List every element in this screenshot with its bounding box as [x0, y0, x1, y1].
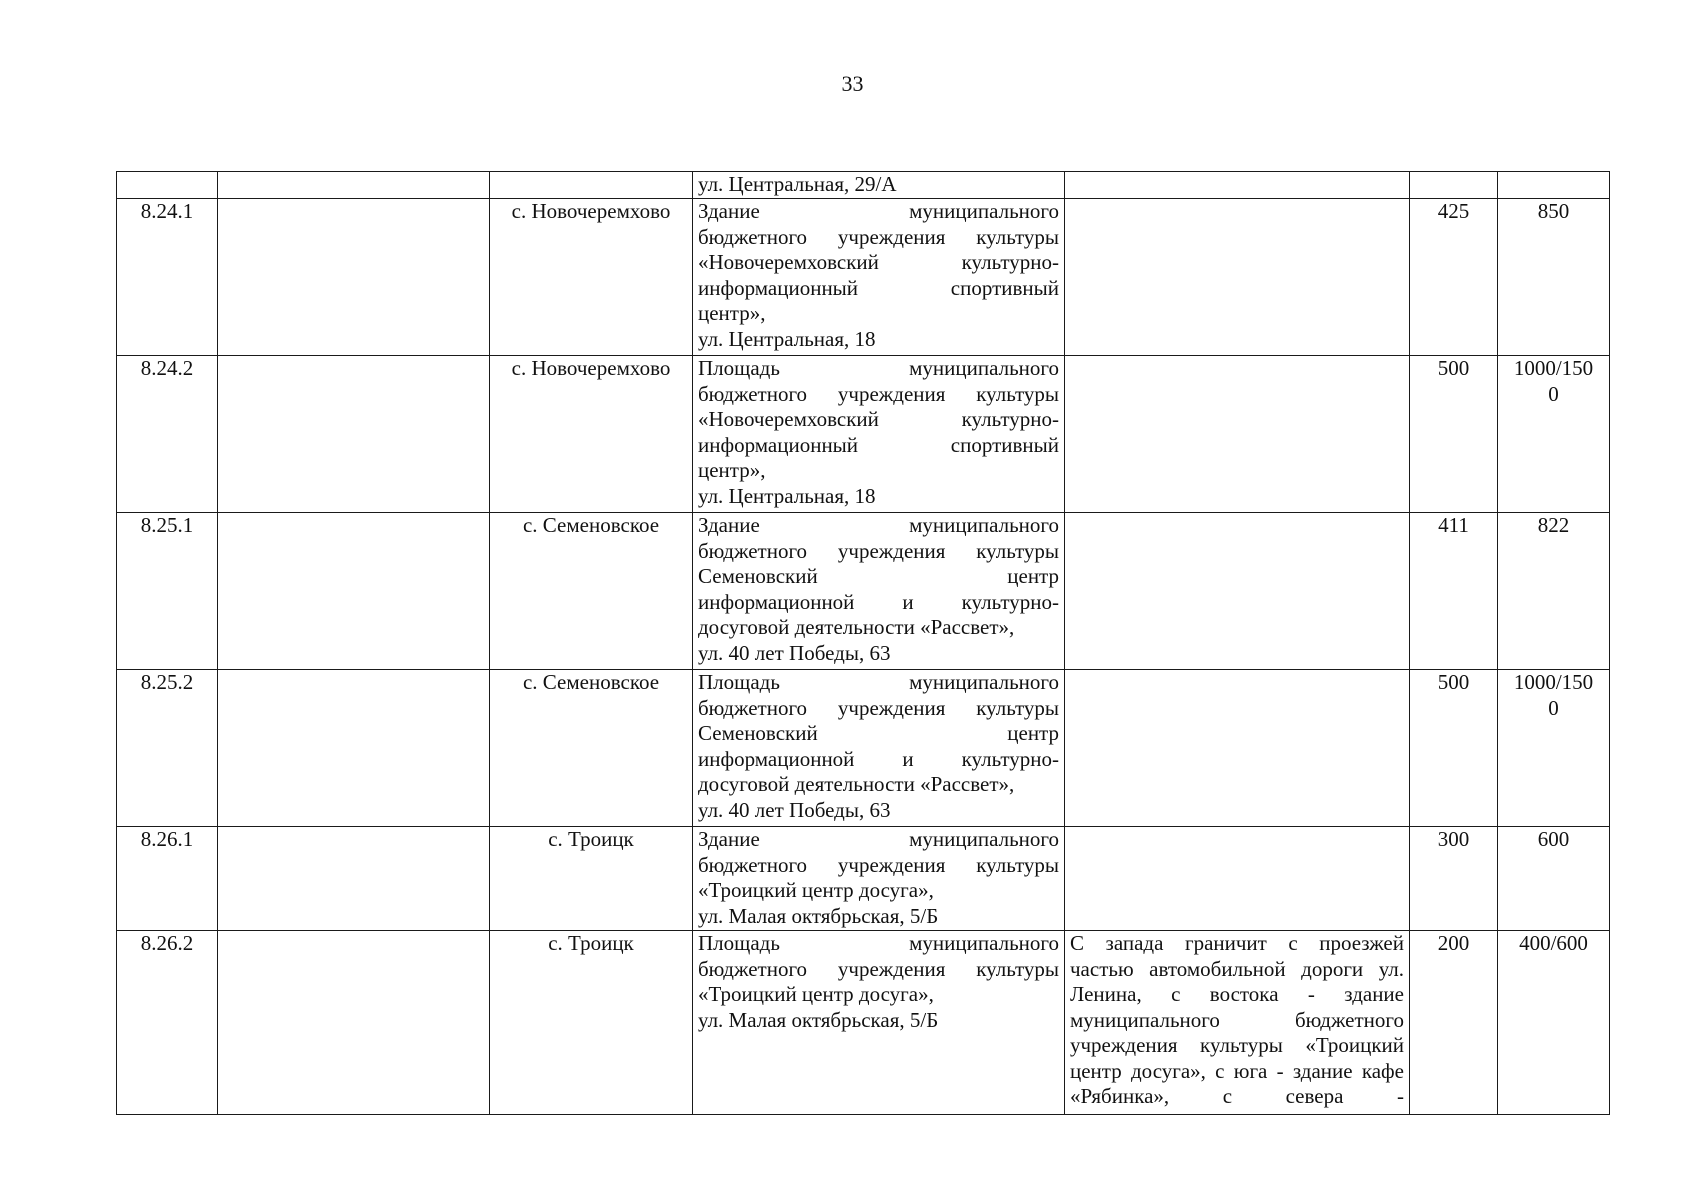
description-line: бюджетного учреждения культуры	[698, 224, 1059, 249]
cell-area	[1410, 172, 1498, 199]
description-line: досуговой деятельности «Рассвет»,	[698, 772, 1015, 796]
description-line: «Троицкий центр досуга»,	[698, 982, 934, 1006]
cell-boundaries	[1065, 931, 1410, 1115]
cell-blank	[218, 931, 490, 1115]
description-line: бюджетного учреждения культуры	[698, 538, 1059, 563]
description-line: бюджетного учреждения культуры	[698, 695, 1059, 720]
cell-description	[693, 931, 1065, 1115]
cell-place: с. Троицк	[490, 931, 693, 1115]
description-line: бюджетного учреждения культуры	[698, 956, 1059, 981]
boundary-line: Ленина, с востока - здание	[1070, 982, 1404, 1006]
cell-description	[693, 827, 1065, 931]
cell-description	[693, 356, 1065, 513]
page-number: 33	[841, 71, 864, 96]
description-line: бюджетного учреждения культуры	[698, 852, 1059, 877]
cell-num: 8.25.2	[117, 670, 218, 827]
cell-num: 8.26.2	[117, 931, 218, 1115]
description-line: ул. Центральная, 29/А	[698, 172, 897, 196]
capacity-value: 850	[1537, 199, 1570, 223]
cell-blank	[218, 513, 490, 670]
capacity-value: 822	[1537, 513, 1570, 537]
table-row	[117, 670, 1610, 827]
table-row	[117, 356, 1610, 513]
cell-description	[693, 670, 1065, 827]
description-line: Площадь муниципального	[698, 931, 1059, 955]
cell-num	[117, 172, 218, 199]
cell-blank	[218, 827, 490, 931]
cell-blank	[218, 199, 490, 356]
cell-capacity	[1498, 670, 1610, 827]
description-line: Семеновский центр	[698, 721, 1059, 745]
description-line: «Новочеремховский культурно-	[698, 407, 1059, 431]
capacity-value: 400/600	[1519, 931, 1588, 955]
table-row	[117, 199, 1610, 356]
cell-boundaries	[1065, 172, 1410, 199]
cell-area: 300	[1410, 827, 1498, 931]
cell-num: 8.26.1	[117, 827, 218, 931]
cell-description	[693, 172, 1065, 199]
boundary-line: учреждения культуры «Троицкий	[1070, 1033, 1404, 1057]
table-row	[117, 931, 1610, 1115]
cell-area: 425	[1410, 199, 1498, 356]
description-line: Здание муниципального	[698, 199, 1059, 223]
description-line: ул. Малая октябрьская, 5/Б	[698, 903, 939, 928]
cell-boundaries	[1065, 356, 1410, 513]
cell-description	[693, 199, 1065, 356]
cell-capacity	[1498, 827, 1610, 931]
cell-blank	[218, 356, 490, 513]
description-line: ул. Центральная, 18	[698, 483, 876, 508]
cell-num: 8.24.2	[117, 356, 218, 513]
description-line: Здание муниципального	[698, 513, 1059, 537]
description-line: информационной и культурно-	[698, 589, 1059, 614]
capacity-value: 1000/150 0	[1513, 356, 1594, 406]
cell-capacity	[1498, 513, 1610, 670]
description-line: «Троицкий центр досуга»,	[698, 878, 934, 902]
cell-place: с. Троицк	[490, 827, 693, 931]
description-line: центр»,	[698, 301, 766, 325]
cell-boundaries	[1065, 513, 1410, 670]
table-row	[117, 827, 1610, 931]
description-line: центр»,	[698, 458, 766, 482]
description-line: досуговой деятельности «Рассвет»,	[698, 615, 1015, 639]
cell-blank	[218, 670, 490, 827]
boundary-line: «Рябинка», с севера -	[1070, 1084, 1404, 1108]
cell-capacity	[1498, 172, 1610, 199]
cell-area: 500	[1410, 670, 1498, 827]
cell-place: с. Семеновское	[490, 670, 693, 827]
cell-place	[490, 172, 693, 199]
cell-area: 200	[1410, 931, 1498, 1115]
description-line: ул. Малая октябрьская, 5/Б	[698, 1007, 939, 1032]
description-line: ул. 40 лет Победы, 63	[698, 797, 891, 822]
table-body	[117, 172, 1610, 1115]
table-row	[117, 513, 1610, 670]
description-line: Площадь муниципального	[698, 670, 1059, 694]
boundary-line: С запада граничит с проезжей	[1070, 931, 1404, 955]
description-line: информационной и культурно-	[698, 746, 1059, 771]
description-line: Площадь муниципального	[698, 356, 1059, 380]
table-row-continuation	[117, 172, 1610, 199]
boundary-line: частью автомобильной дороги ул.	[1070, 956, 1404, 981]
cell-capacity	[1498, 199, 1610, 356]
facilities-table	[116, 171, 1610, 1115]
capacity-value: 1000/150 0	[1513, 670, 1594, 720]
cell-num: 8.25.1	[117, 513, 218, 670]
boundary-line: муниципального бюджетного	[1070, 1007, 1404, 1032]
cell-area: 411	[1410, 513, 1498, 670]
cell-description	[693, 513, 1065, 670]
cell-num: 8.24.1	[117, 199, 218, 356]
cell-place: с. Новочеремхово	[490, 199, 693, 356]
capacity-value: 600	[1537, 827, 1570, 851]
description-line: Семеновский центр	[698, 564, 1059, 588]
cell-capacity	[1498, 931, 1610, 1115]
cell-area: 500	[1410, 356, 1498, 513]
cell-boundaries	[1065, 827, 1410, 931]
cell-boundaries	[1065, 199, 1410, 356]
description-line: информационный спортивный	[698, 275, 1059, 300]
description-line: «Новочеремховский культурно-	[698, 250, 1059, 274]
cell-boundaries	[1065, 670, 1410, 827]
description-line: информационный спортивный	[698, 432, 1059, 457]
description-line: ул. 40 лет Победы, 63	[698, 640, 891, 665]
boundary-line: центр досуга», с юга - здание кафе	[1070, 1058, 1404, 1083]
description-line: бюджетного учреждения культуры	[698, 381, 1059, 406]
description-line: Здание муниципального	[698, 827, 1059, 851]
cell-capacity	[1498, 356, 1610, 513]
cell-place: с. Новочеремхово	[490, 356, 693, 513]
cell-place: с. Семеновское	[490, 513, 693, 670]
description-line: ул. Центральная, 18	[698, 326, 876, 351]
cell-blank	[218, 172, 490, 199]
